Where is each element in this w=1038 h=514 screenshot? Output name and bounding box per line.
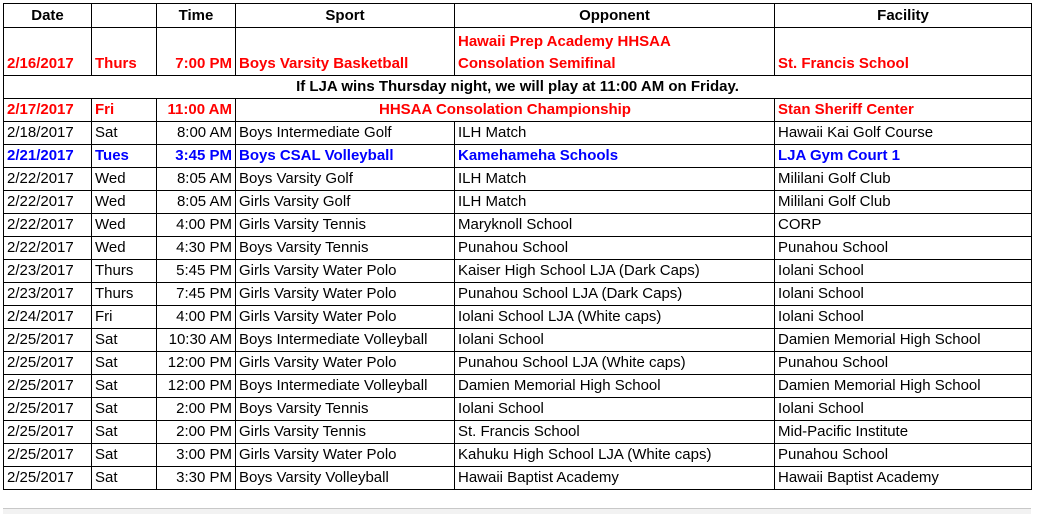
cell-opponent[interactable]	[455, 28, 775, 76]
cell-opponent[interactable]: Iolani School	[455, 329, 775, 352]
cell-time[interactable]: 2:00 PM	[157, 421, 236, 444]
table-row	[4, 99, 1032, 122]
cell-opponent[interactable]: ILH Match	[455, 168, 775, 191]
cell-facility[interactable]: LJA Gym Court 1	[775, 145, 1032, 168]
cell-opponent[interactable]: Hawaii Baptist Academy	[455, 467, 775, 490]
cell-facility[interactable]: Punahou School	[775, 237, 1032, 260]
cell-facility[interactable]: Iolani School	[775, 398, 1032, 421]
cell-time[interactable]: 3:45 PM	[157, 145, 236, 168]
table-row	[4, 145, 1032, 168]
table-row	[4, 329, 1032, 352]
cell-opponent[interactable]: Kahuku High School LJA (White caps)	[455, 444, 775, 467]
cell-time[interactable]: 4:00 PM	[157, 306, 236, 329]
cell-opponent[interactable]: Maryknoll School	[455, 214, 775, 237]
cell-facility[interactable]: Mililani Golf Club	[775, 168, 1032, 191]
cell-date[interactable]: 2/25/2017	[4, 375, 92, 398]
cell-facility[interactable]: Iolani School	[775, 283, 1032, 306]
cell-time[interactable]: 4:30 PM	[157, 237, 236, 260]
cell-day[interactable]: Sat	[92, 122, 157, 145]
cell-date[interactable]: 2/18/2017	[4, 122, 92, 145]
cell-sport[interactable]: Girls Varsity Water Polo	[236, 260, 455, 283]
cell-day[interactable]: Tues	[92, 145, 157, 168]
cell-day[interactable]: Fri	[92, 99, 157, 122]
cell-opponent[interactable]: St. Francis School	[455, 421, 775, 444]
table-row	[4, 237, 1032, 260]
cell-date[interactable]: 2/24/2017	[4, 306, 92, 329]
cell-day[interactable]: Sat	[92, 467, 157, 490]
cell-date[interactable]: 2/23/2017	[4, 260, 92, 283]
cell-facility[interactable]: CORP	[775, 214, 1032, 237]
table-row	[4, 375, 1032, 398]
cell-day[interactable]: Sat	[92, 398, 157, 421]
cell-time[interactable]: 7:00 PM	[157, 28, 236, 76]
cell-opponent[interactable]: Kaiser High School LJA (Dark Caps)	[455, 260, 775, 283]
cell-opponent[interactable]: Kamehameha Schools	[455, 145, 775, 168]
cell-date[interactable]: 2/25/2017	[4, 467, 92, 490]
header-opponent[interactable]: Opponent	[455, 4, 775, 28]
cell-sport[interactable]: Girls Varsity Water Polo	[236, 352, 455, 375]
opponent-line-2: Consolation Semifinal	[458, 55, 616, 72]
cell-day[interactable]: Wed	[92, 168, 157, 191]
cell-facility[interactable]: Hawaii Kai Golf Course	[775, 122, 1032, 145]
cell-date[interactable]: 2/22/2017	[4, 168, 92, 191]
cell-sport[interactable]: Girls Varsity Tennis	[236, 214, 455, 237]
cell-opponent[interactable]: Punahou School	[455, 237, 775, 260]
schedule-table	[3, 3, 1032, 490]
header-facility[interactable]: Facility	[775, 4, 1032, 28]
cell-time[interactable]: 12:00 PM	[157, 375, 236, 398]
cell-date[interactable]: 2/22/2017	[4, 214, 92, 237]
cell-sport[interactable]: Girls Varsity Water Polo	[236, 306, 455, 329]
header-row	[4, 4, 1032, 28]
cell-time[interactable]: 8:00 AM	[157, 122, 236, 145]
cell-opponent[interactable]: ILH Match	[455, 191, 775, 214]
cell-date[interactable]: 2/25/2017	[4, 444, 92, 467]
header-time[interactable]: Time	[157, 4, 236, 28]
table-row	[4, 421, 1032, 444]
cell-time[interactable]: 8:05 AM	[157, 168, 236, 191]
cell-day[interactable]: Wed	[92, 237, 157, 260]
table-row	[4, 467, 1032, 490]
cell-sport[interactable]: Girls Varsity Golf	[236, 191, 455, 214]
cell-date[interactable]: 2/16/2017	[4, 28, 92, 76]
cell-facility[interactable]: Mid-Pacific Institute	[775, 421, 1032, 444]
cell-day[interactable]: Sat	[92, 352, 157, 375]
cell-time[interactable]: 7:45 PM	[157, 283, 236, 306]
cell-time[interactable]: 4:00 PM	[157, 214, 236, 237]
cell-date[interactable]: 2/25/2017	[4, 352, 92, 375]
cell-sport[interactable]: Boys Intermediate Volleyball	[236, 375, 455, 398]
cell-facility[interactable]: Punahou School	[775, 444, 1032, 467]
cell-facility[interactable]: Mililani Golf Club	[775, 191, 1032, 214]
schedule-sheet	[3, 3, 1031, 509]
table-row	[4, 122, 1032, 145]
cell-opponent[interactable]: ILH Match	[455, 122, 775, 145]
table-row	[4, 306, 1032, 329]
header-date[interactable]: Date	[4, 4, 92, 28]
table-row	[4, 260, 1032, 283]
cell-time[interactable]: 5:45 PM	[157, 260, 236, 283]
cell-opponent[interactable]: Punahou School LJA (White caps)	[455, 352, 775, 375]
cell-date[interactable]: 2/25/2017	[4, 398, 92, 421]
cell-day[interactable]: Sat	[92, 444, 157, 467]
table-row	[4, 444, 1032, 467]
cell-time[interactable]: 11:00 AM	[157, 99, 236, 122]
cell-sport[interactable]: Girls Varsity Tennis	[236, 421, 455, 444]
table-row	[4, 191, 1032, 214]
cell-time[interactable]: 8:05 AM	[157, 191, 236, 214]
cell-facility[interactable]: Iolani School	[775, 306, 1032, 329]
cell-date[interactable]: 2/23/2017	[4, 283, 92, 306]
cell-time[interactable]: 12:00 PM	[157, 352, 236, 375]
cell-sport[interactable]: Boys Varsity Golf	[236, 168, 455, 191]
cell-opponent[interactable]: Punahou School LJA (Dark Caps)	[455, 283, 775, 306]
cell-sport[interactable]: Boys Varsity Tennis	[236, 237, 455, 260]
table-row	[4, 283, 1032, 306]
cell-sport[interactable]: Boys Varsity Tennis	[236, 398, 455, 421]
cell-sport[interactable]: Boys Varsity Volleyball	[236, 467, 455, 490]
cell-facility[interactable]: Damien Memorial High School	[775, 375, 1032, 398]
sheet-bottom-edge	[3, 508, 1031, 514]
cell-time[interactable]: 2:00 PM	[157, 398, 236, 421]
cell-sport[interactable]: Boys CSAL Volleyball	[236, 145, 455, 168]
cell-day[interactable]: Sat	[92, 329, 157, 352]
cell-facility[interactable]: Stan Sheriff Center	[775, 99, 1032, 122]
header-sport[interactable]: Sport	[236, 4, 455, 28]
cell-facility[interactable]: Hawaii Baptist Academy	[775, 467, 1032, 490]
cell-opponent[interactable]: Iolani School LJA (White caps)	[455, 306, 775, 329]
cell-sport[interactable]: Boys Intermediate Golf	[236, 122, 455, 145]
cell-day[interactable]: Wed	[92, 191, 157, 214]
cell-day[interactable]: Sat	[92, 421, 157, 444]
cell-sport[interactable]: Girls Varsity Water Polo	[236, 283, 455, 306]
cell-facility[interactable]: Damien Memorial High School	[775, 329, 1032, 352]
cell-time[interactable]: 10:30 AM	[157, 329, 236, 352]
cell-sport[interactable]: Girls Varsity Water Polo	[236, 444, 455, 467]
cell-date[interactable]: 2/25/2017	[4, 421, 92, 444]
cell-date[interactable]: 2/22/2017	[4, 191, 92, 214]
cell-facility[interactable]: Iolani School	[775, 260, 1032, 283]
table-row	[4, 352, 1032, 375]
cell-sport[interactable]: Boys Varsity Basketball	[236, 28, 455, 76]
cell-opponent[interactable]: Damien Memorial High School	[455, 375, 775, 398]
cell-day[interactable]: Wed	[92, 214, 157, 237]
cell-day[interactable]: Sat	[92, 375, 157, 398]
table-row	[4, 398, 1032, 421]
cell-day[interactable]: Thurs	[92, 260, 157, 283]
table-row	[4, 168, 1032, 191]
cell-day[interactable]: Thurs	[92, 28, 157, 76]
table-row	[4, 28, 1032, 76]
cell-date[interactable]: 2/22/2017	[4, 237, 92, 260]
cell-time[interactable]: 3:00 PM	[157, 444, 236, 467]
cell-time[interactable]: 3:30 PM	[157, 467, 236, 490]
cell-day[interactable]: Thurs	[92, 283, 157, 306]
cell-facility[interactable]: Punahou School	[775, 352, 1032, 375]
cell-date[interactable]: 2/25/2017	[4, 329, 92, 352]
cell-event[interactable]: HHSAA Consolation Championship	[236, 99, 775, 122]
cell-facility[interactable]: St. Francis School	[775, 28, 1032, 76]
cell-opponent[interactable]: Iolani School	[455, 398, 775, 421]
cell-sport[interactable]: Boys Intermediate Volleyball	[236, 329, 455, 352]
note-row	[4, 76, 1032, 99]
opponent-line-1: Hawaii Prep Academy HHSAA	[458, 33, 671, 50]
header-day[interactable]	[92, 4, 157, 28]
cell-date[interactable]: 2/17/2017	[4, 99, 92, 122]
note-cell[interactable]: If LJA wins Thursday night, we will play at 11:00 AM on Friday.	[4, 76, 1032, 99]
cell-day[interactable]: Fri	[92, 306, 157, 329]
cell-date[interactable]: 2/21/2017	[4, 145, 92, 168]
table-row	[4, 214, 1032, 237]
